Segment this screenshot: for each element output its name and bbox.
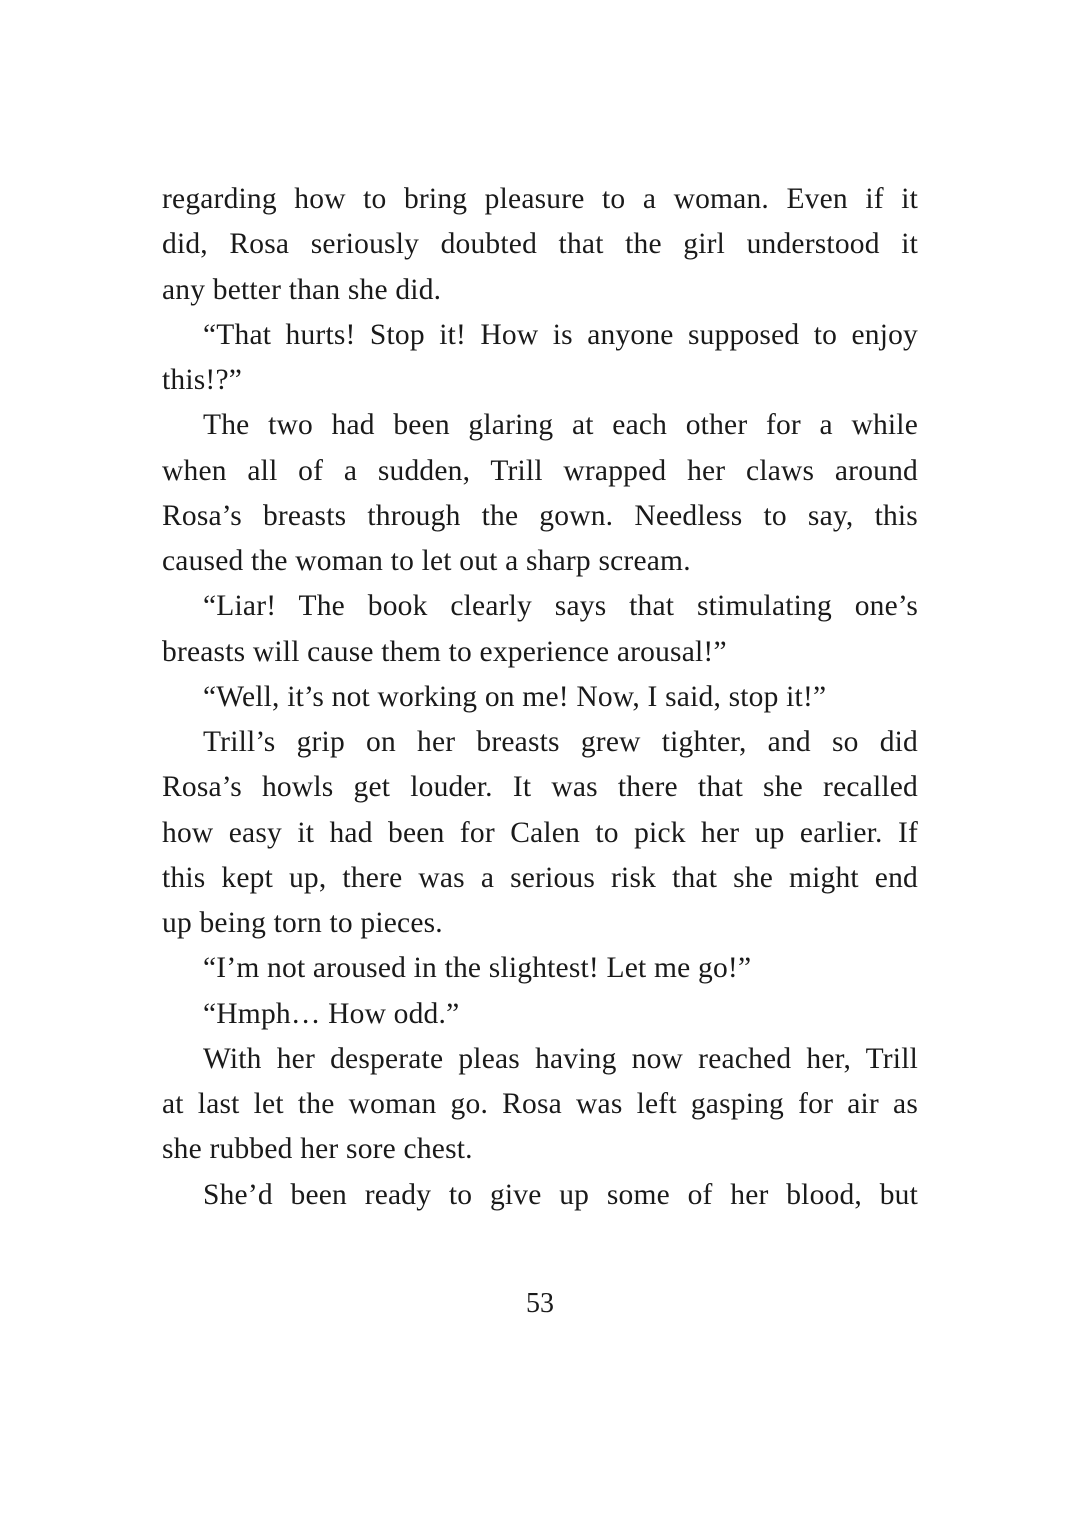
text-line: “Liar! The book clearly says that stimulating one’s <box>203 590 918 623</box>
text-line: this!?” <box>162 364 243 396</box>
text-line: did, Rosa seriously doubted that the girl understood it <box>162 228 918 261</box>
text-line: With her desperate pleas having now reached her, Trill <box>203 1042 918 1075</box>
text-line: any better than she did. <box>162 273 442 306</box>
body-text <box>162 177 918 1218</box>
text-line: “That hurts! Stop it! How is anyone supposed to enjoy <box>203 318 918 351</box>
text-line: Rosa’s howls get louder. It was there that she recalled <box>162 771 918 804</box>
text-line: caused the woman to let out a sharp scream. <box>162 545 691 577</box>
text-line: how easy it had been for Calen to pick her up earlier. If <box>162 816 918 849</box>
text-line: The two had been glaring at each other for a while <box>203 409 918 442</box>
text-line: Trill’s grip on her breasts grew tighter, and so did <box>203 726 918 758</box>
page-number: 53 <box>526 1288 554 1319</box>
text-line: breasts will cause them to experience arousal!” <box>162 635 727 668</box>
text-line: “I’m not aroused in the slightest! Let me go!” <box>203 952 752 985</box>
text-line: regarding how to bring pleasure to a woman. Even if it <box>162 183 918 215</box>
text-line: at last let the woman go. Rosa was left gasping for air as <box>162 1088 918 1120</box>
text-line: “Hmph… How odd.” <box>203 997 460 1030</box>
text-line: she rubbed her sore chest. <box>162 1133 473 1166</box>
text-line: up being torn to pieces. <box>162 907 443 939</box>
text-line: She’d been ready to give up some of her blood, but <box>203 1178 918 1211</box>
text-line: this kept up, there was a serious risk that she might end <box>162 861 918 894</box>
text-line: “Well, it’s not working on me! Now, I said, stop it!” <box>203 680 827 713</box>
text-line: Rosa’s breasts through the gown. Needless to say, this <box>162 499 918 532</box>
text-line: when all of a sudden, Trill wrapped her claws around <box>162 454 918 487</box>
